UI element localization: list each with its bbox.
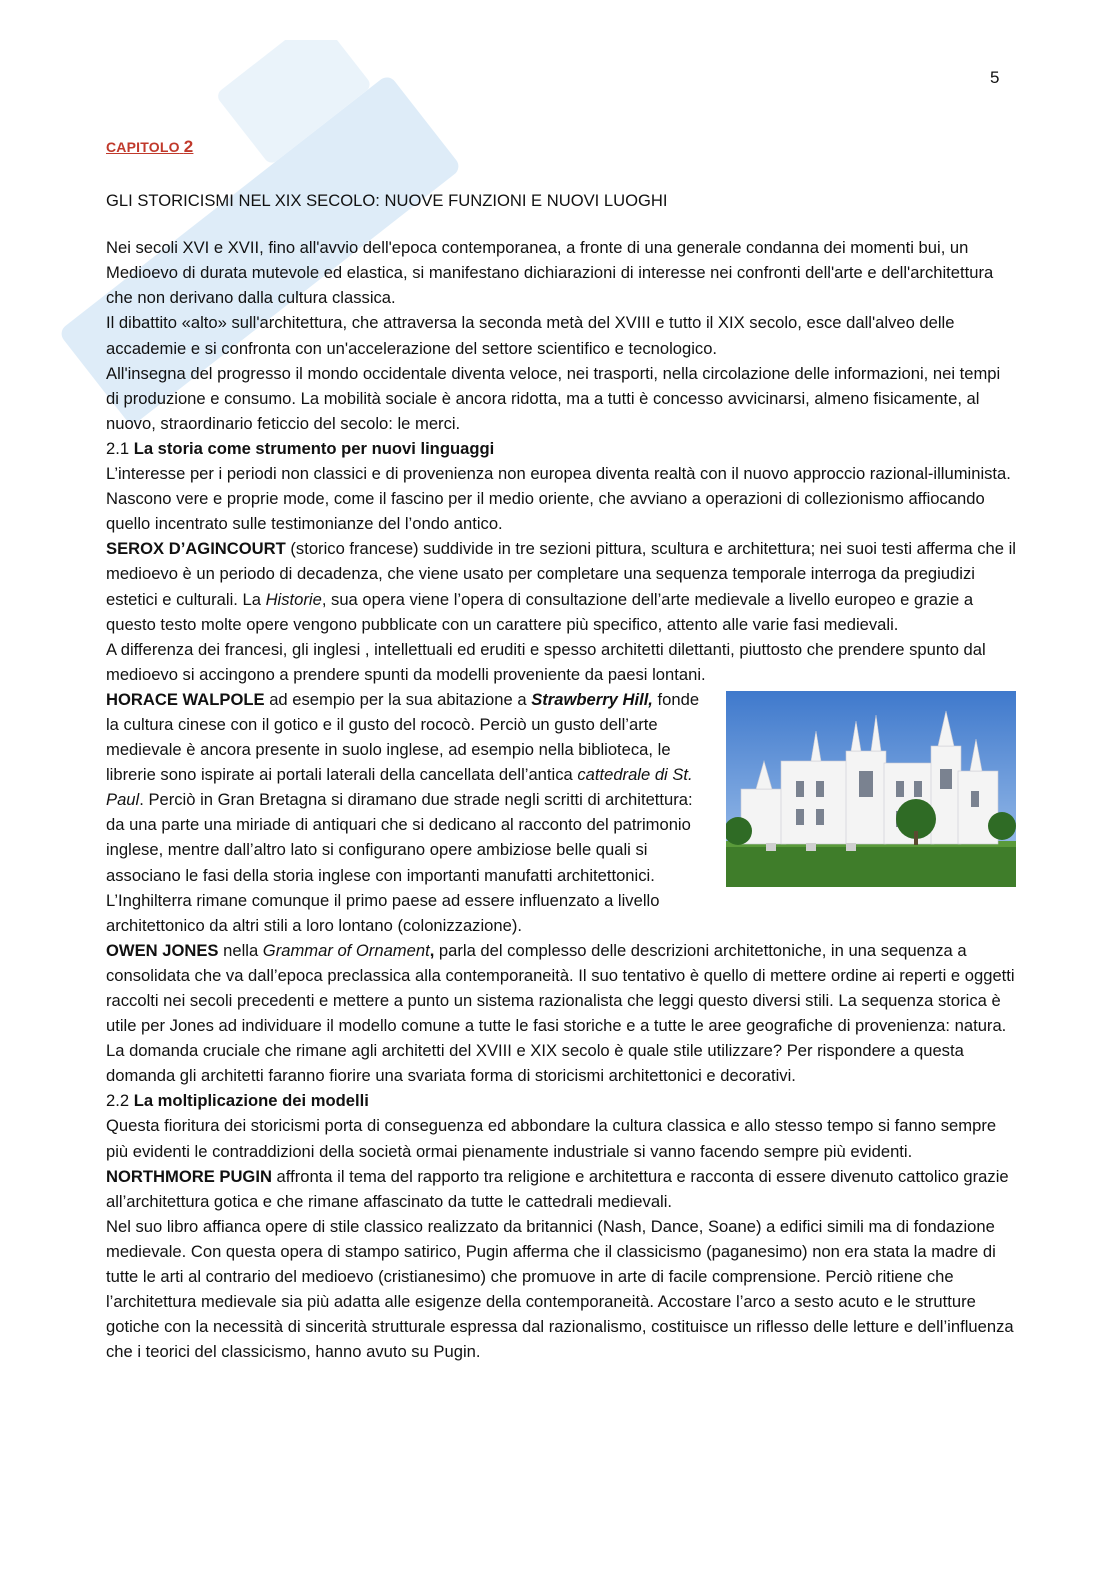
paragraph: L’interesse per i periodi non classici e di provenienza non europea diventa realtà con il nuovo approccio razional-illuminista. Nascono vere e proprie mode, come il fascino per il medio oriente, che avviano a operazioni di collezionismo affiocando quello incentrato sulle testimonianze del l’ondo antico.	[106, 464, 1011, 534]
intro-paragraph: Il dibattito «alto» sull'architettura, che attraversa la seconda metà del XVIII e tutto il XIX secolo, esce dall'alveo delle accademie e si confronta con un'accelerazione del settore scientifico e tecnologico.	[106, 313, 955, 358]
paragraph-walpole: HORACE WALPOLE ad esempio per la sua abitazione a Strawberry Hill, fonde la cultura cinese con il gotico e il gusto del rococò. Perciò un gusto dell’arte medievale è ancora presente in suolo inglese, ad esempio nella biblioteca, le librerie sono ispirate ai portali laterali della cancellata dell’antica cattedrale di St. Paul. Perciò in Gran Bretagna si diramano due strade negli scritti di architettura: da una parte una miriade di antiquari che si dedicano al racconto del patrimonio inglese, mentre dall’altro lato si configurano opere ambiziose belle quali si associano le fasi della storia inglese con importanti manufatti architettonici. L’Inghilterra rimane comunque il primo paese ad essere influenzato a livello architettonico da altri stili a loro lontano (colonizzazione).	[106, 689, 700, 935]
page-number: 5	[990, 68, 1000, 87]
intro-paragraph: Nei secoli XVI e XVII, fino all'avvio dell'epoca contemporanea, a fronte di una generale condanna dei momenti bui, un Medioevo di durata mutevole ed elastica, si manifestano dichiarazioni di interesse nei confronti dell'arte e dell'architettura che non derivano dalla cultura classica.	[106, 238, 994, 308]
place-name: Strawberry Hill,	[531, 689, 653, 709]
person-name: HORACE WALPOLE	[106, 689, 265, 709]
castle-illustration	[726, 691, 1016, 887]
paragraph-jones: OWEN JONES nella Grammar of Ornament, parla del complesso delle descrizioni architettoniche, in una sequenza a consolidata che va dall’epoca preclassica alla contemporaneità. Il suo tentativo è quello di mettere ordine ai reperti e oggetti raccolti nei secoli precedenti e mettere a punto un sistema razionalista che leggi questo diversi stili. La sequenza storica è utile per Jones ad individuare il modello comune a tutte le fasi storiche e a tutte le aree geografiche di provenienza: natura. La domanda cruciale che rimane agli architetti del XVIII e XIX secolo è quale stile utilizzare? Per rispondere a questa domanda gli architetti faranno fiorire una svariata forma di storicismi architettonici e decorativi.	[106, 940, 1015, 1086]
work-title: Historie	[265, 589, 322, 609]
paragraph-agincourt: SEROX D’AGINCOURT (storico francese) suddivide in tre sezioni pittura, scultura e architettura; nei suoi testi afferma che il medioevo è un periodo di decadenza, che viene usato per completare una sequenza temporale interroga da pregiudizi estetici e culturali. La Historie, sua opera viene l’opera di consultazione dell’arte medievale a livello europeo e grazie a questo testo molte opere vengono pubblicate con un carattere più specifico, attento alle varie fasi medievali.	[106, 539, 1016, 634]
strawberry-hill-photo	[726, 691, 1016, 887]
chapter-label	[106, 134, 1016, 160]
work-title: Grammar of Ornament	[262, 940, 430, 960]
paragraph-pugin: NORTHMORE PUGIN affronta il tema del rapporto tra religione e architettura e racconta di essere divenuto cattolico grazie all’architettura gotica e che rimane affascinato da tutte le cattedrali medievali.	[106, 1166, 1009, 1211]
section-title: La storia come strumento per nuovi linguaggi	[133, 438, 495, 458]
paragraph: Questa fioritura dei storicismi porta di conseguenza ed abbondare la cultura classica e allo stesso tempo si fanno sempre più evidenti le contraddizioni della società ormai pienamente industriale si vanno facendo sempre più evidenti.	[106, 1116, 997, 1161]
section-heading-2-2: 2.2 La moltiplicazione dei modelli	[106, 1091, 369, 1111]
chapter-title: GLI STORICISMI NEL XIX SECOLO: NUOVE FUNZIONI E NUOVI LUOGHI	[106, 191, 668, 211]
section-title: La moltiplicazione dei modelli	[133, 1091, 369, 1111]
person-name: NORTHMORE PUGIN	[106, 1166, 272, 1186]
paragraph: A differenza dei francesi, gli inglesi , intellettuali ed eruditi e spesso architetti dilettanti, piuttosto che prendere spunto dal medioevo si accingono a prendere spunti da modelli proveniente da paesi lontani.	[106, 639, 986, 684]
chapter-label-text: CAPITOLO	[106, 139, 180, 155]
section-heading-2-1: 2.1 La storia come strumento per nuovi linguaggi	[106, 438, 495, 458]
person-name: SEROX D’AGINCOURT	[106, 539, 286, 559]
document-body	[106, 134, 1016, 1364]
chapter-number: 2	[183, 137, 194, 156]
cathedral-name: cattedrale di St. Paul	[106, 765, 693, 810]
intro-paragraph: All'insegna del progresso il mondo occidentale diventa veloce, nei trasporti, nella circolazione delle informazioni, nei tempi di produzione e consumo. La mobilità sociale è ancora ridotta, ma a tutti è concesso avvicinarsi, almeno fisicamente, al nuovo, straordinario feticcio del secolo: le merci.	[106, 363, 1001, 433]
person-name: OWEN JONES	[106, 940, 219, 960]
paragraph: Nel suo libro affianca opere di stile classico realizzato da britannici (Nash, Dance, Soane) a edifici simili ma di fondazione medievale. Con questa opera di stampo satirico, Pugin afferma che il classicismo (paganesimo) non era stata la madre di tutte le arti al contrario del medioevo (cristianesimo) che promuove in arte di facile comprensione. Perciò ritiene che l’architettura medievale sia più adatta alle esigenze della contemporaneità. Accostare l’arco a sesto acuto e le strutture gotiche con la necessità di sincerità strutturale espressa dal razionalismo, costituisce un riflesso delle letture e dell’influenza che i teorici del classicismo, hanno avuto su Pugin.	[106, 1216, 1014, 1362]
